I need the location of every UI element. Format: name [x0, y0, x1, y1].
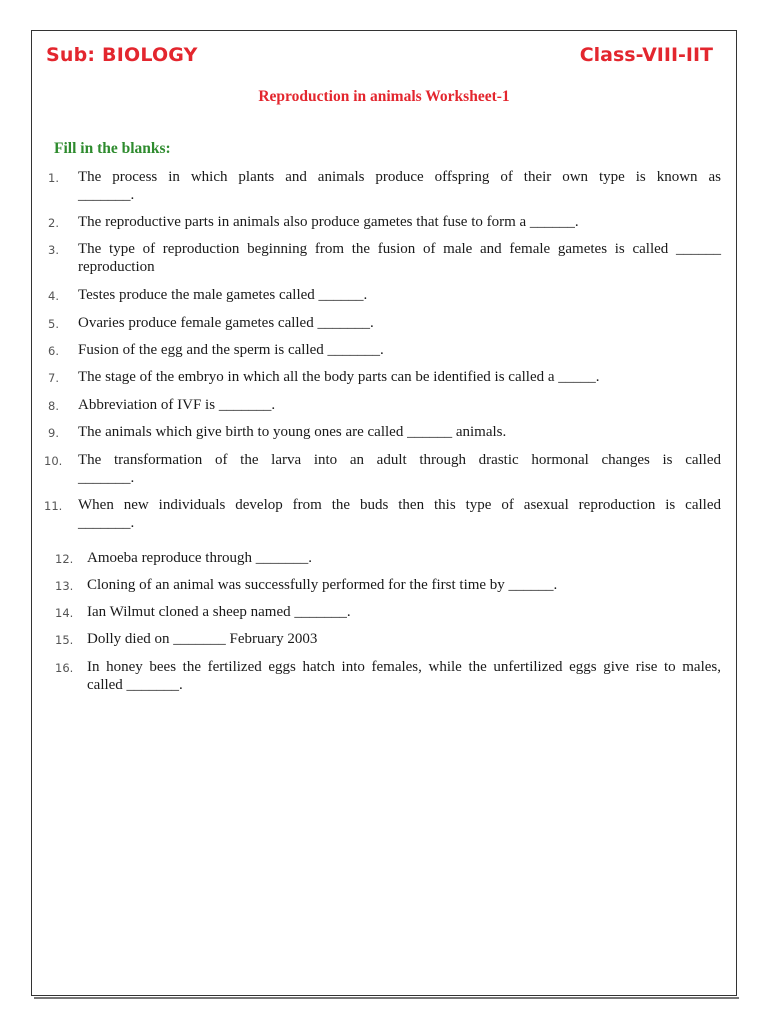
section-heading: Fill in the blanks:	[54, 140, 171, 157]
question-number: 6.	[48, 344, 59, 358]
question-text-cont: reproduction	[78, 259, 155, 275]
question-number: 8.	[48, 399, 59, 413]
question-text: The animals which give birth to young ones are called ______ animals.	[78, 424, 507, 440]
question-text: Ovaries produce female gametes called _______.	[78, 315, 374, 331]
question-1	[48, 168, 721, 204]
question-text: The transformation of the larva into an adult through drastic hormonal changes is called	[78, 452, 721, 468]
question-13	[55, 576, 721, 594]
question-8	[48, 396, 721, 414]
question-text: When new individuals develop from the buds then this type of asexual reproduction is called	[78, 497, 721, 513]
question-3	[48, 240, 721, 276]
question-number: 10.	[44, 454, 63, 468]
question-text: Ian Wilmut cloned a sheep named _______.	[87, 604, 351, 620]
question-number: 3.	[48, 243, 59, 257]
question-number: 7.	[48, 371, 59, 385]
question-number: 15.	[55, 633, 74, 647]
question-16	[55, 658, 721, 694]
question-text: The process in which plants and animals produce offspring of their own type is known as	[78, 169, 721, 185]
question-text: The reproductive parts in animals also produce gametes that fuse to form a ______.	[78, 214, 579, 230]
question-2	[48, 213, 721, 231]
question-11	[44, 496, 721, 532]
question-text: Dolly died on _______ February 2003	[87, 631, 318, 647]
question-9	[48, 423, 721, 441]
question-5	[48, 314, 721, 332]
question-7	[48, 368, 721, 386]
question-15	[55, 630, 721, 648]
question-14	[55, 603, 721, 621]
question-number: 16.	[55, 661, 74, 675]
question-text-cont: _______.	[78, 515, 135, 531]
question-number: 12.	[55, 552, 74, 566]
question-10	[44, 451, 721, 487]
question-text: The stage of the embryo in which all the body parts can be identified is called a _____.	[78, 369, 600, 385]
question-number: 4.	[48, 289, 59, 303]
question-number: 1.	[48, 171, 59, 185]
question-12	[55, 549, 721, 567]
worksheet-title: Reproduction in animals Worksheet-1	[258, 88, 510, 105]
question-number: 2.	[48, 216, 59, 230]
question-text: Testes produce the male gametes called ______.	[78, 287, 368, 303]
subject-label: Sub: BIOLOGY	[46, 44, 198, 66]
question-text: Cloning of an animal was successfully performed for the first time by ______.	[87, 577, 558, 593]
question-text: Fusion of the egg and the sperm is called _______.	[78, 342, 384, 358]
question-text-cont: called _______.	[87, 677, 183, 693]
question-4	[48, 286, 721, 304]
question-number: 9.	[48, 426, 59, 440]
question-number: 11.	[44, 499, 63, 513]
question-text: Amoeba reproduce through _______.	[87, 550, 312, 566]
question-text-cont: _______.	[78, 187, 135, 203]
question-text-cont: _______.	[78, 470, 135, 486]
question-6	[48, 341, 721, 359]
question-text: Abbreviation of IVF is _______.	[78, 397, 276, 413]
question-text: In honey bees the fertilized eggs hatch into females, while the unfertilized eggs give rise to males,	[87, 659, 721, 675]
question-number: 14.	[55, 606, 74, 620]
question-number: 5.	[48, 317, 59, 331]
question-number: 13.	[55, 579, 74, 593]
question-text: The type of reproduction beginning from the fusion of male and female gametes is called ______	[78, 241, 721, 257]
class-label: Class-VIII-IIT	[579, 44, 713, 66]
